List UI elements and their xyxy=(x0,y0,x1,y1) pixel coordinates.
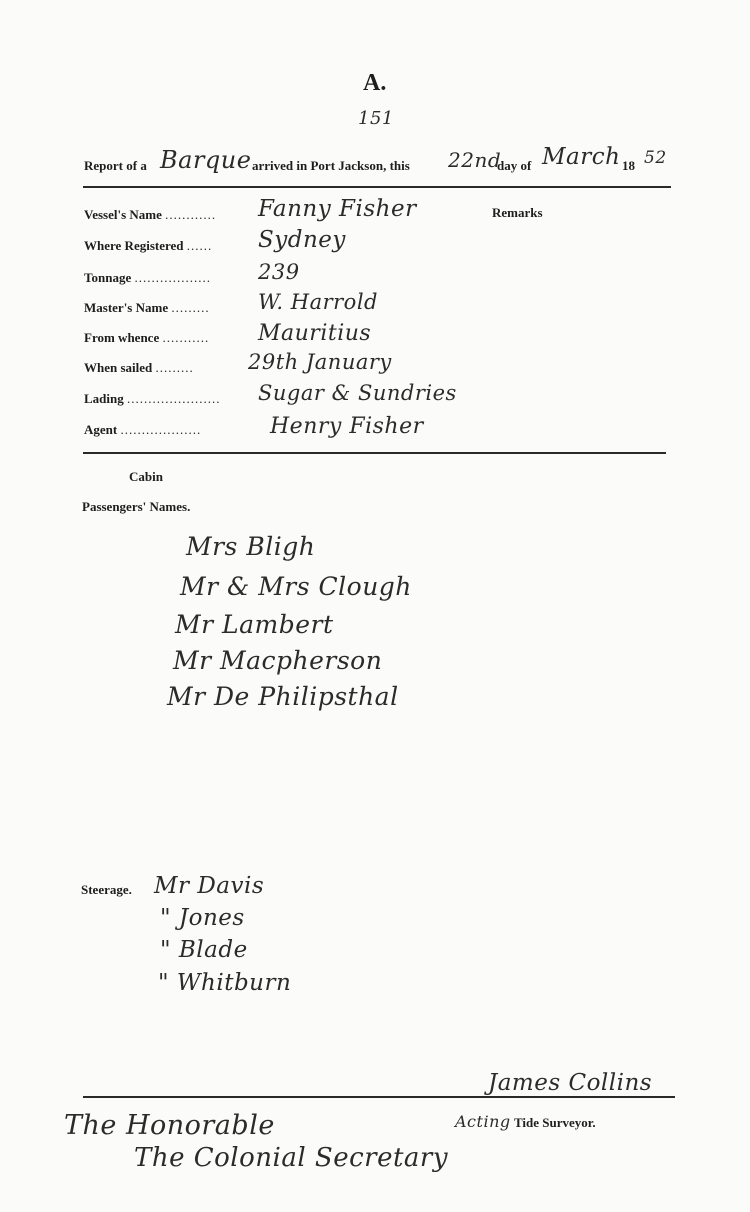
field-label-masters-name: Master's Name ......... xyxy=(84,300,210,315)
field-value-from-whence: Mauritius xyxy=(258,321,372,346)
list-item: " Whitburn xyxy=(158,970,292,996)
addressee-line-2: The Colonial Secretary xyxy=(134,1143,449,1173)
field-value-tonnage: 239 xyxy=(258,260,300,284)
list-item: " Jones xyxy=(160,905,245,931)
day-of-label: day of xyxy=(497,158,532,173)
list-item: Mr De Philipsthal xyxy=(167,682,399,711)
field-value-masters-name: W. Harrold xyxy=(258,290,378,314)
field-label-from-whence: From whence ........... xyxy=(84,330,210,345)
list-item: Mrs Bligh xyxy=(186,532,316,561)
field-value-vessel-name: Fanny Fisher xyxy=(258,196,417,222)
field-label-lading: Lading ...................... xyxy=(84,391,221,406)
folio-number: 151 xyxy=(358,108,394,129)
signature: James Collins xyxy=(488,1070,653,1096)
section-letter: A. xyxy=(363,70,387,96)
passengers-label: Passengers' Names. xyxy=(82,499,191,514)
header-rule xyxy=(83,186,671,188)
year-prefix: 18 xyxy=(622,158,635,173)
cabin-label: Cabin xyxy=(129,469,163,484)
list-item: Mr & Mrs Clough xyxy=(180,572,412,601)
arrival-month: March xyxy=(542,144,621,170)
field-label-vessel-name: Vessel's Name ............ xyxy=(84,207,217,222)
surveyor-label: Tide Surveyor. xyxy=(514,1115,596,1130)
signature-rule xyxy=(83,1096,675,1098)
list-item: Mr Lambert xyxy=(175,610,334,639)
field-value-agent: Henry Fisher xyxy=(270,414,424,439)
vessel-type: Barque xyxy=(160,146,252,174)
addressee-line-1: The Honorable xyxy=(64,1110,275,1141)
remarks-label: Remarks xyxy=(492,205,543,220)
field-value-where-registered: Sydney xyxy=(258,227,346,253)
list-item: " Blade xyxy=(160,937,248,963)
field-label-where-registered: Where Registered ...... xyxy=(84,238,213,253)
field-value-when-sailed: 29th January xyxy=(248,350,392,374)
signature-prefix: Acting xyxy=(455,1112,511,1131)
field-label-when-sailed: When sailed ......... xyxy=(84,360,194,375)
field-label-agent: Agent ................... xyxy=(84,422,202,437)
steerage-label: Steerage. xyxy=(81,882,132,897)
arrival-day: 22nd xyxy=(448,148,502,172)
list-item: Mr Davis xyxy=(154,873,265,899)
details-rule xyxy=(83,452,666,454)
report-prefix: Report of a xyxy=(84,158,147,173)
field-label-tonnage: Tonnage .................. xyxy=(84,270,211,285)
report-middle: arrived in Port Jackson, this xyxy=(252,158,410,173)
field-value-lading: Sugar & Sundries xyxy=(258,381,457,405)
year-suffix: 52 xyxy=(644,148,667,168)
list-item: Mr Macpherson xyxy=(173,646,383,675)
